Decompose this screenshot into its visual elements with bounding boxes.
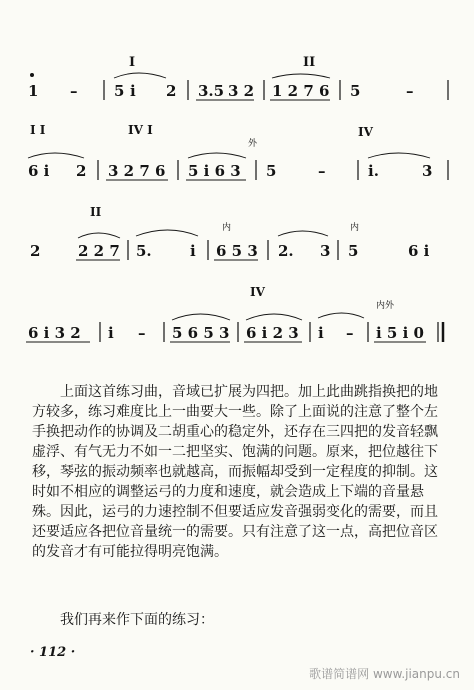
score-row-2 [28, 123, 448, 180]
note: – [70, 82, 78, 100]
dot-mark [30, 73, 34, 77]
score-row-3 [30, 205, 430, 260]
note: i 5 i 0 [376, 324, 424, 342]
note: i [318, 324, 324, 342]
note: 3 2 [228, 82, 255, 100]
note: i [108, 324, 114, 342]
slur [114, 73, 166, 78]
note: i [130, 82, 136, 100]
slur [78, 233, 120, 238]
slur [188, 153, 246, 158]
note: 2 2 7 [78, 242, 120, 260]
watermark: 歌谱简谱网 www.jianpu.cn [309, 667, 460, 681]
page-number: · 112 · [30, 645, 76, 660]
note: 3.5 [198, 82, 225, 100]
note: 5 [348, 242, 359, 260]
technique-mark: 内 [222, 223, 232, 233]
position-mark: I I [30, 123, 46, 137]
slur [368, 153, 430, 158]
position-mark: II [90, 205, 102, 219]
note: 3 [320, 242, 331, 260]
technique-mark: 内 [350, 223, 360, 233]
note: – [318, 162, 326, 180]
note: 2 [166, 82, 177, 100]
note: – [346, 324, 354, 342]
score-row-4 [26, 285, 443, 342]
note: 3 2 7 6 [108, 162, 166, 180]
note: 3 [422, 162, 433, 180]
paragraph-text: 上面这首练习曲，音域已扩展为四把。加上此曲跳指换把的地方较多，练习难度比上一曲要大一些。除了上面说的注意了整个左手换把动作的协调及二胡重心的稳定外，还存在三四把的发音轻飘虚浮、有气无力不如一二把坚实、饱满的问题。原来，把位越往下移，琴弦的振动频率也就越高，而振幅却受到一定程度的抑制。这时如不相应的调整运弓的力度和速度，就会造成上下端的音量悬殊。因此，运弓的力速控制不但要适应发音强弱变化的需要，而且还要适应各把位音量统一的需要。只有注意了这一点，高把位音区的发音才有可能拉得明亮饱满。 [32, 384, 438, 560]
note: 6 i 3 2 [28, 324, 81, 342]
note: 2 [76, 162, 87, 180]
note: i [190, 242, 196, 260]
note: 6 i [408, 242, 430, 260]
note: i. [368, 162, 379, 180]
slur [318, 313, 364, 318]
note: 5 i 6 3 [188, 162, 241, 180]
note: 1 2 7 6 [272, 82, 330, 100]
slur [172, 314, 230, 320]
position-mark: II [303, 55, 316, 70]
score-row-1 [28, 55, 448, 100]
slur [136, 230, 198, 236]
position-mark: IV [358, 125, 373, 139]
note: 2 [30, 242, 41, 260]
note: 5 [114, 82, 125, 100]
note: 1 [28, 82, 39, 100]
paragraph-text: 我们再来作下面的练习： [60, 612, 214, 628]
note: – [406, 82, 414, 100]
jianpu-score [18, 50, 458, 370]
note: 5 [350, 82, 361, 100]
note: 5 6 5 3 [172, 324, 230, 342]
position-mark: IV [250, 285, 265, 299]
note: 2. [278, 242, 294, 260]
position-mark: I [129, 55, 136, 70]
position-mark: IV I [128, 123, 153, 137]
body-paragraph [32, 610, 444, 630]
note: – [138, 324, 146, 342]
note: 6 i 2 3 [246, 324, 299, 342]
note: 6 i [28, 162, 50, 180]
note: 5 [266, 162, 277, 180]
slur [272, 74, 330, 78]
slur [278, 231, 328, 236]
body-paragraph [32, 382, 444, 562]
technique-mark: 外 [248, 139, 258, 149]
note: 5. [136, 242, 152, 260]
slur [28, 153, 84, 158]
note: 6 5 3 [216, 242, 258, 260]
slur [246, 314, 302, 320]
technique-mark: 内外 [376, 301, 395, 311]
